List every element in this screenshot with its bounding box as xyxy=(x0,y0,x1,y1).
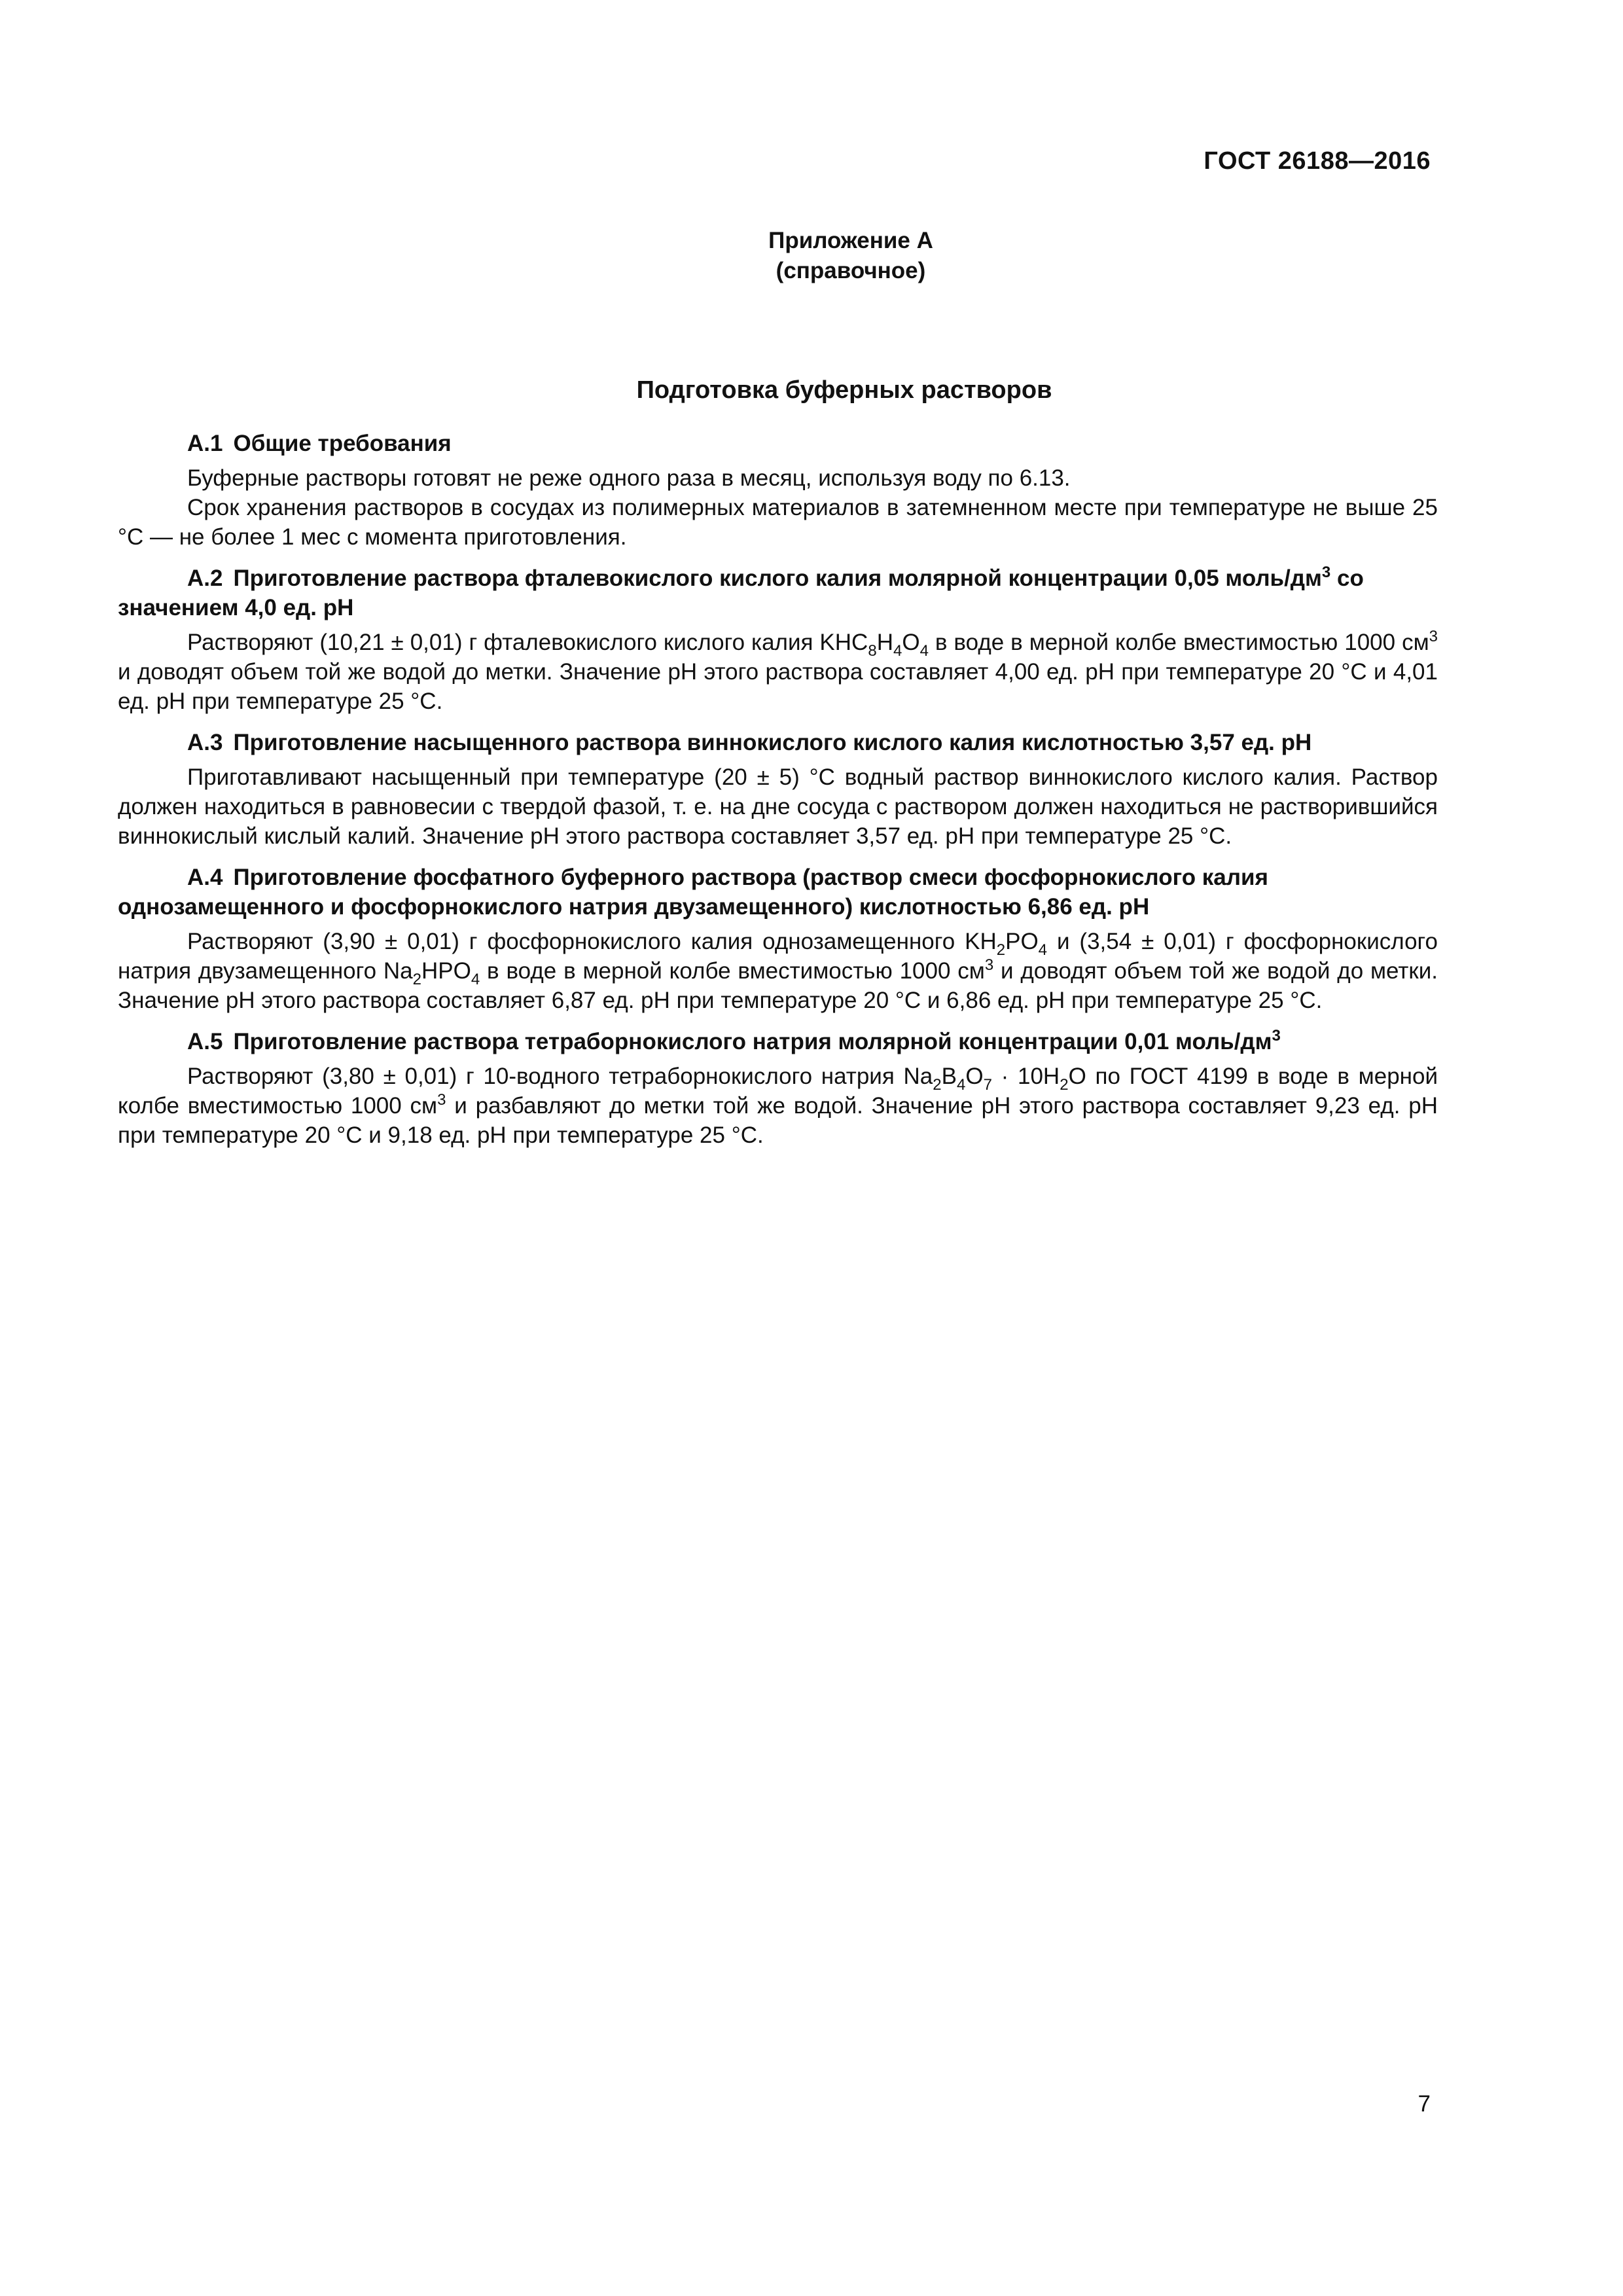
section-title: Приготовление раствора тетраборнокислого натрия молярной концентрации 0,01 моль/дм xyxy=(233,1029,1272,1054)
section-number: А.2 xyxy=(187,565,223,591)
superscript: 3 xyxy=(1429,628,1438,645)
section-title-cont: со значением 4,0 ед. pH xyxy=(118,565,1364,620)
text-run: и доводят объем той же водой до метки. Значение pH этого раствора составляет 6,87 ед. pH при температуре 20 °С и 6,86 ед. pH при температуре 25 °С. xyxy=(118,958,1438,1013)
subscript: 7 xyxy=(983,1076,992,1094)
text-run: и (3,54 ± 0,01) г фосфорнокислого натрия двузамещенного Na xyxy=(118,929,1438,984)
section-a4 xyxy=(118,863,1438,1015)
paragraph: Приготавливают насыщенный при температуре (20 ± 5) °С водный раствор виннокислого кислого калия. Раствор должен находиться в равновесии с твердой фазой, т. е. на дне сосуда с раствором должен находиться не растворившийся виннокислый кислый калий. Значение pH этого раствора составляет 3,57 ед. pH при температуре 25 °С. xyxy=(118,764,1438,849)
subscript: 8 xyxy=(868,642,877,660)
superscript: 3 xyxy=(1272,1027,1281,1045)
text-run: PO xyxy=(1005,929,1039,954)
text-run: O xyxy=(965,1064,984,1089)
section-title: Приготовление фосфатного буферного раствора (раствор смеси фосфорнокислого калия однозамещенного и фосфорнокислого натрия двузамещенного) кислотностью 6,86 ед. pH xyxy=(118,865,1268,920)
section-a5 xyxy=(118,1027,1438,1150)
superscript: 3 xyxy=(1321,564,1331,581)
superscript: 3 xyxy=(437,1091,446,1109)
text-run: Растворяют (3,80 ± 0,01) г 10-водного тетраборнокислого натрия Na xyxy=(187,1064,933,1089)
section-a3 xyxy=(118,728,1438,851)
subscript: 2 xyxy=(1060,1076,1069,1094)
paragraph xyxy=(118,1062,1438,1150)
paragraph: Буферные растворы готовят не реже одного раза в месяц, используя воду по 6.13. xyxy=(187,465,1071,491)
page-number: 7 xyxy=(1418,2091,1431,2117)
section-title: Приготовление насыщенного раствора виннокислого кислого калия кислотностью 3,57 ед. pH xyxy=(233,730,1312,755)
text-run: и разбавляют до метки той же водой. Значение pH этого раствора составляет 9,23 ед. pH при температуре 20 °С и 9,18 ед. pH при температуре 25 °С. xyxy=(118,1093,1438,1148)
text-run: O по ГОСТ 4199 в воде в мерной колбе вместимостью 1000 см xyxy=(118,1064,1438,1119)
document-code: ГОСТ 26188—2016 xyxy=(1204,147,1431,175)
text-run: Растворяют (10,21 ± 0,01) г фталевокислого кислого калия KHC xyxy=(187,630,868,655)
paragraph xyxy=(118,927,1438,1015)
text-run: Растворяют (3,90 ± 0,01) г фосфорнокислого калия однозамещенного KH xyxy=(187,929,997,954)
superscript: 3 xyxy=(984,956,994,974)
subscript: 2 xyxy=(996,941,1006,959)
section-heading xyxy=(118,1027,1438,1056)
section-heading xyxy=(118,728,1438,757)
paragraph xyxy=(118,628,1438,716)
paragraph: Срок хранения растворов в сосудах из полимерных материалов в затемненном месте при температуре не выше 25 °С — не более 1 мес с момента приготовления. xyxy=(118,495,1438,550)
section-number: А.1 xyxy=(187,431,223,456)
text-run: H xyxy=(876,630,893,655)
section-heading xyxy=(118,564,1438,622)
subscript: 2 xyxy=(412,971,422,988)
section-a2 xyxy=(118,564,1438,716)
subscript: 4 xyxy=(471,971,480,988)
subscript: 2 xyxy=(933,1076,942,1094)
text-run: · 10H xyxy=(991,1064,1060,1089)
document-title xyxy=(0,376,1623,404)
section-heading xyxy=(118,863,1438,922)
text-run: в воде в мерной колбе вместимостью 1000 см xyxy=(928,630,1429,655)
text-run: HPO xyxy=(421,958,471,984)
subscript: 4 xyxy=(1038,941,1048,959)
section-number: А.5 xyxy=(187,1029,223,1054)
title-text: Подготовка буферных растворов xyxy=(636,376,1052,404)
subscript: 4 xyxy=(893,642,902,660)
appendix-label: Приложение А xyxy=(768,228,933,253)
section-number: А.4 xyxy=(187,865,223,890)
text-run: B xyxy=(941,1064,957,1089)
subscript: 4 xyxy=(956,1076,966,1094)
text-run: и доводят объем той же водой до метки. Значение pH этого раствора составляет 4,00 ед. pH при температуре 20 °С и 4,01 ед. pH при температуре 25 °С. xyxy=(118,659,1438,714)
section-title: Общие требования xyxy=(233,431,452,456)
text-run: в воде в мерной колбе вместимостью 1000 см xyxy=(480,958,985,984)
text-run: O xyxy=(902,630,920,655)
appendix-heading xyxy=(0,226,1623,286)
section-heading xyxy=(118,429,1438,458)
appendix-kind: (справочное) xyxy=(776,258,926,283)
section-a1 xyxy=(118,429,1438,552)
document-body xyxy=(118,429,1438,1162)
section-number: А.3 xyxy=(187,730,223,755)
subscript: 4 xyxy=(919,642,929,660)
section-title: Приготовление раствора фталевокислого кислого калия молярной концентрации 0,05 моль/дм xyxy=(233,565,1322,591)
